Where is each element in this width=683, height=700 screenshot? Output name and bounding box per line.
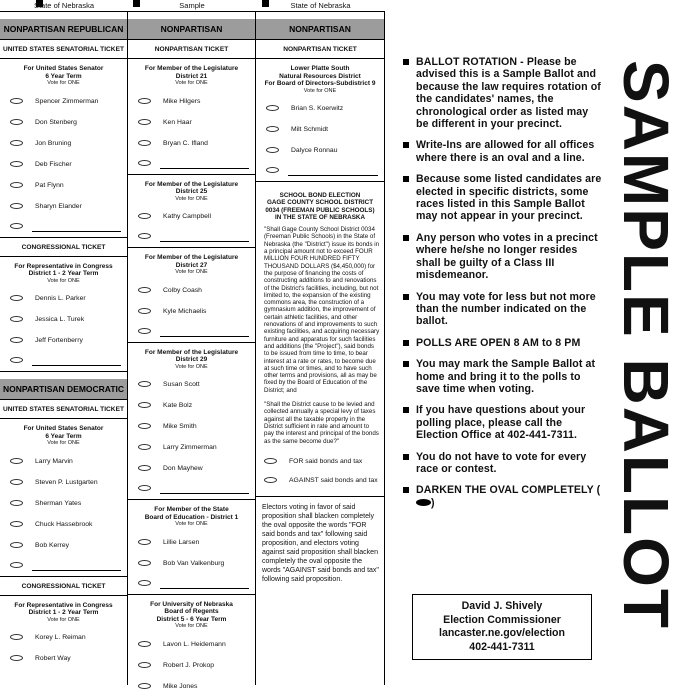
ballot-oval[interactable]: [138, 119, 151, 125]
candidate-option[interactable]: [130, 416, 253, 437]
write-in-line[interactable]: [160, 168, 249, 169]
candidate-name: Bob Van Valkenburg: [163, 559, 225, 567]
candidate-name: Brian S. Koerwitz: [291, 105, 344, 112]
ballot-oval[interactable]: [10, 316, 23, 322]
ballot-oval[interactable]: [10, 182, 23, 188]
race-term: Board of Regents: [164, 608, 219, 615]
write-in[interactable]: [130, 479, 253, 496]
filled-oval-icon: [416, 499, 431, 506]
ballot-oval[interactable]: [264, 458, 277, 464]
ballot-oval[interactable]: [138, 444, 151, 450]
write-in[interactable]: [130, 322, 253, 339]
contact-title: Election Commissioner: [443, 613, 561, 626]
bond-heading-line: 0034 (FREEMAN PUBLIC SCHOOLS): [265, 206, 375, 214]
candidate-option[interactable]: [2, 154, 125, 175]
contact-phone: 402-441-7311: [469, 640, 535, 653]
ballot-oval[interactable]: [264, 477, 277, 483]
candidate-option[interactable]: [2, 451, 125, 472]
bond-heading-line: IN THE STATE OF NEBRASKA: [274, 213, 366, 221]
bond-paragraph: "Shall the District cause to be levied and collected annually a special levy of taxes against all the taxable property in the District sufficient in rate and amount to pay the interest and principal of the bonds as the same become due?": [264, 401, 379, 445]
vote-for: Vote for ONE: [175, 363, 208, 370]
candidate-option[interactable]: [130, 634, 253, 655]
ballot-oval[interactable]: [138, 402, 151, 408]
ticket-header: CONGRESSIONAL TICKET: [0, 238, 127, 257]
ballot-oval[interactable]: [138, 381, 151, 387]
vote-for: Vote for ONE: [175, 269, 208, 275]
ballot-oval[interactable]: [138, 423, 151, 429]
ballot-oval[interactable]: [138, 465, 151, 471]
top-strip-label: State of Nebraska: [290, 1, 351, 10]
instruction-item: BALLOT ROTATION - Please be advised this is a Sample Ballot and because the law requires rotation of the candidates' names, the chronological order as listed may be different in your precinct.: [403, 56, 603, 130]
candidate-option[interactable]: [2, 514, 125, 535]
race-title: For United States Senator: [23, 425, 104, 432]
candidate-name: Chuck Hassebrook: [35, 520, 93, 528]
top-strip-label: State of Nebraska: [33, 1, 95, 10]
race-congress-dem: [0, 596, 127, 673]
vote-for: Vote for ONE: [303, 87, 337, 94]
race-title: For University of Nebraska: [150, 600, 233, 608]
write-in[interactable]: [2, 217, 125, 234]
ticket-header: NONPARTISAN TICKET: [256, 40, 384, 59]
ballot-oval[interactable]: [10, 337, 23, 343]
ballot-oval[interactable]: [138, 539, 151, 545]
write-in[interactable]: [2, 556, 125, 573]
vote-for: Vote for ONE: [47, 440, 80, 446]
ticket-header: NONPARTISAN TICKET: [128, 40, 255, 59]
candidate-option[interactable]: [130, 374, 253, 395]
ballot-oval[interactable]: [266, 147, 279, 153]
candidate-option[interactable]: [2, 627, 125, 648]
candidate-name: Deb Fischer: [35, 160, 72, 168]
ballot-oval[interactable]: [10, 562, 23, 568]
candidate-option[interactable]: [258, 140, 382, 161]
party-band: NONPARTISAN: [256, 19, 384, 40]
candidate-name: Steven P. Lustgarten: [35, 478, 98, 486]
race-title: For Member of the Legislature: [144, 254, 239, 261]
vote-for: Vote for ONE: [175, 623, 208, 629]
race-legislature-27: [128, 248, 255, 343]
race-term: District 1 - 2 Year Term: [28, 609, 99, 616]
bond-heading-line: SCHOOL BOND ELECTION: [279, 192, 361, 199]
darken-text-end: ): [431, 496, 435, 509]
bond-for-option[interactable]: [256, 452, 384, 471]
race-title: For Member of the Legislature: [144, 180, 239, 188]
top-strip: [0, 0, 385, 12]
instruction-item: You may vote for less but not more than the number indicated on the ballot.: [403, 291, 603, 328]
candidate-name: Jeff Fortenberry: [35, 337, 83, 344]
candidate-name: Jessica L. Turek: [35, 316, 85, 323]
candidate-name: Susan Scott: [163, 381, 200, 388]
vote-for: Vote for ONE: [175, 195, 208, 202]
candidate-name: Pat Flynn: [35, 181, 64, 189]
race-term: District 29: [175, 356, 208, 363]
ballot-oval[interactable]: [138, 98, 151, 104]
candidate-name: Milt Schmidt: [291, 126, 329, 133]
write-in-line[interactable]: [160, 493, 249, 494]
party-band: NONPARTISAN DEMOCRATIC: [0, 379, 127, 400]
ballot-oval[interactable]: [10, 98, 23, 104]
top-strip-label: Sample: [179, 1, 205, 10]
instruction-item: Write-Ins are allowed for all offices where there is an oval and a line.: [403, 139, 603, 164]
bond-proposition-text: [256, 223, 384, 445]
candidate-option[interactable]: [2, 175, 125, 196]
ballot-oval[interactable]: [138, 560, 151, 566]
race-title: For Representative in Congress: [14, 262, 113, 270]
candidate-name: Sherman Yates: [35, 499, 82, 507]
race-board-of-regents: [128, 595, 255, 700]
race-title: Lower Platte South: [290, 65, 350, 72]
candidate-name: Kate Bolz: [163, 402, 193, 409]
ticket-header: UNITED STATES SENATORIAL TICKET: [0, 400, 127, 419]
ballot-oval[interactable]: [266, 126, 279, 132]
ballot-oval[interactable]: [138, 662, 151, 668]
ballot-oval[interactable]: [10, 634, 23, 640]
candidate-option[interactable]: [130, 91, 253, 112]
race-term: District 21: [175, 72, 208, 80]
candidate-option[interactable]: [130, 676, 253, 697]
ballot-oval[interactable]: [10, 223, 23, 229]
race-term: District 1 - 2 Year Term: [28, 270, 99, 277]
sample-ballot-title-text: SAMPLE BALLOT: [610, 60, 682, 630]
ballot-oval[interactable]: [10, 203, 23, 209]
ballot-oval[interactable]: [10, 161, 23, 167]
race-title: For Representative in Congress: [14, 601, 113, 609]
ballot-oval[interactable]: [10, 479, 23, 485]
write-in-line[interactable]: [32, 231, 121, 232]
race-term: Natural Resources District: [279, 72, 361, 80]
contact-website: lancaster.ne.gov/election: [439, 627, 565, 639]
contact-name: David J. Shively: [461, 600, 543, 612]
candidate-option[interactable]: [2, 330, 125, 351]
ballot-oval[interactable]: [138, 308, 151, 314]
race-legislature-21: [128, 59, 255, 175]
candidate-name: Colby Coash: [163, 286, 202, 294]
candidate-option[interactable]: [258, 119, 382, 140]
candidate-option[interactable]: [130, 301, 253, 322]
race-title: For Member of the State: [154, 506, 229, 513]
write-in[interactable]: [130, 227, 253, 244]
ballot-column-3: [256, 12, 385, 685]
candidate-name: Korey L. Reiman: [35, 634, 86, 641]
write-in-line[interactable]: [160, 336, 249, 337]
instruction-item: Because some listed candidates are elected in specific districts, some races listed in this Sample Ballot may not appear in your precinct.: [403, 173, 603, 223]
write-in-line[interactable]: [160, 588, 249, 589]
bond-option-label: AGAINST said bonds and tax: [289, 476, 378, 484]
candidate-name: Don Mayhew: [163, 465, 203, 472]
ballot-oval[interactable]: [138, 233, 151, 239]
darken-text: DARKEN THE OVAL COMPLETELY (: [416, 484, 601, 497]
sample-ballot-title: [610, 0, 682, 685]
write-in[interactable]: [130, 574, 253, 591]
candidate-option[interactable]: [2, 309, 125, 330]
candidate-option[interactable]: [130, 655, 253, 676]
candidate-option[interactable]: [2, 112, 125, 133]
candidate-option[interactable]: [130, 553, 253, 574]
race-title: For Member of the Legislature: [144, 348, 239, 356]
candidate-name: Dalyce Ronnau: [291, 147, 338, 154]
race-term: District 5 - 6 Year Term: [156, 615, 227, 623]
ballot-oval[interactable]: [10, 542, 23, 548]
candidate-option[interactable]: [2, 648, 125, 669]
instructions-list: [403, 56, 603, 518]
race-term: District 25: [175, 188, 208, 195]
bond-paragraph: "Shall Gage County School District 0034 (Freeman Public Schools) in the State of Nebraska (the "District") issue its bonds in a principal amount not to exceed FOUR MILLION FOUR HUNDRED FIFTY THOUSAND DOLLARS ($4,450,000) for the purpose of financing the costs of constructing additions to and renovations of the District's facilities, including, but not limited to, the expansion of the existing commons area, the construction of a gymnasium addition, the improvement of certain athletic facilities, and other renovations of and improvements to such existing facilities, and acquiring necessary furniture and apparatus for such facilities and additions (the "Project"), said bonds to be issued from time to time, to bear interest at a rate or rates, to become due at such time or times, and to have such other terms and provisions, all as may be fixed by the Board of Education of the District; and: [264, 226, 380, 394]
candidate-name: Lillie Larsen: [163, 538, 200, 546]
ballot-oval[interactable]: [266, 105, 279, 111]
race-title: For Member of the Legislature: [144, 65, 239, 72]
write-in-line[interactable]: [32, 365, 121, 366]
ticket-header: CONGRESSIONAL TICKET: [0, 577, 127, 596]
vote-for: Vote for ONE: [47, 616, 80, 623]
ballot-column-1: [0, 12, 128, 685]
ballot-oval[interactable]: [138, 683, 151, 689]
candidate-name: Robert Way: [35, 655, 71, 662]
party-band: NONPARTISAN: [128, 19, 255, 40]
bond-against-option[interactable]: [256, 471, 384, 490]
race-legislature-25: [128, 175, 255, 249]
bond-heading-line: GAGE COUNTY SCHOOL DISTRICT: [266, 199, 374, 207]
candidate-option[interactable]: [2, 133, 125, 154]
ballot-column-2: [128, 12, 256, 690]
write-in-line[interactable]: [32, 570, 121, 571]
candidate-name: Dennis L. Parker: [35, 295, 86, 302]
ballot-oval[interactable]: [10, 521, 23, 527]
instruction-item-darken: [403, 484, 603, 509]
write-in-line[interactable]: [288, 175, 378, 176]
candidate-name: Mike Smith: [163, 423, 197, 430]
candidate-name: Ken Haar: [163, 118, 192, 126]
ballot-oval[interactable]: [138, 328, 151, 334]
candidate-name: Lavon L. Heidemann: [163, 640, 226, 648]
candidate-name: Kathy Campbell: [163, 213, 211, 220]
instruction-item: Any person who votes in a precinct where he/she no longer resides shall be guilty of a Class III misdemeanor.: [403, 232, 603, 282]
race-term: District 27: [175, 261, 208, 269]
candidate-option[interactable]: [2, 288, 125, 309]
race-us-senator-dem: [0, 419, 127, 577]
race-state-board-education: [128, 500, 255, 595]
bond-election-heading: [256, 182, 384, 223]
vote-for: Vote for ONE: [47, 277, 80, 284]
candidate-option[interactable]: [2, 472, 125, 493]
candidate-name: Bryan C. Ifland: [163, 139, 208, 147]
candidate-name: Mike Hilgers: [163, 97, 201, 105]
candidate-name: Sharyn Elander: [35, 202, 82, 210]
candidate-option[interactable]: [130, 458, 253, 479]
ballot-oval[interactable]: [138, 580, 151, 586]
candidate-name: Kyle Michaelis: [163, 307, 207, 315]
race-congress-rep: [0, 257, 127, 373]
election-commissioner-contact: [412, 594, 592, 660]
instruction-item: You may mark the Sample Ballot at home and bring it to the polls to save time when voting.: [403, 358, 603, 395]
vote-for: Vote for ONE: [175, 80, 208, 86]
race-term: 6 Year Term: [45, 432, 82, 440]
write-in[interactable]: [130, 154, 253, 171]
instruction-item: If you have questions about your polling place, please call the Election Office at 402-441-7311.: [403, 404, 603, 441]
race-legislature-29: [128, 343, 255, 501]
ballot-oval[interactable]: [138, 641, 151, 647]
candidate-option[interactable]: [2, 91, 125, 112]
candidate-option[interactable]: [258, 98, 382, 119]
race-term: 6 Year Term: [45, 72, 82, 80]
candidate-name: Bob Kerrey: [35, 541, 70, 549]
ballot-oval[interactable]: [10, 119, 23, 125]
candidate-name: Larry Marvin: [35, 457, 73, 465]
candidate-name: Mike Jones: [163, 682, 198, 690]
vote-for: Vote for ONE: [175, 521, 208, 527]
candidate-option[interactable]: [2, 493, 125, 514]
ballot-oval[interactable]: [10, 295, 23, 301]
bond-voting-instructions: Electors voting in favor of said proposition shall blacken completely the oval opposite the words "FOR said bonds and tax" following said proposition, and electors voting against said proposition shall blacken completely the oval opposite the words "AGAINST said bonds and tax" following said proposition.: [256, 496, 384, 584]
ballot-oval[interactable]: [138, 213, 151, 219]
ticket-header: UNITED STATES SENATORIAL TICKET: [0, 40, 127, 59]
ballot-oval[interactable]: [10, 655, 23, 661]
ballot-oval[interactable]: [10, 458, 23, 464]
vote-for: Vote for ONE: [47, 80, 80, 86]
instruction-item: POLLS ARE OPEN 8 AM to 8 PM: [403, 337, 603, 349]
race-term: Board of Education - District 1: [144, 513, 239, 521]
race-nrd-subdistrict-9: [256, 59, 384, 182]
candidate-option[interactable]: [2, 535, 125, 556]
write-in[interactable]: [258, 161, 382, 178]
candidate-option[interactable]: [130, 206, 253, 227]
candidate-option[interactable]: [130, 437, 253, 458]
bond-option-label: FOR said bonds and tax: [289, 457, 363, 465]
ballot-oval[interactable]: [10, 140, 23, 146]
party-band: NONPARTISAN REPUBLICAN: [0, 19, 127, 40]
candidate-option[interactable]: [130, 532, 253, 553]
write-in[interactable]: [2, 351, 125, 368]
candidate-option[interactable]: [2, 196, 125, 217]
race-title: For United States Senator: [23, 65, 104, 72]
candidate-name: Robert J. Prokop: [163, 661, 214, 669]
candidate-name: Don Stenberg: [35, 118, 77, 126]
candidate-name: Spencer Zimmerman: [35, 97, 99, 105]
race-us-senator-rep: [0, 59, 127, 238]
candidate-option[interactable]: [130, 112, 253, 133]
ballot-oval[interactable]: [138, 160, 151, 166]
ballot-oval[interactable]: [138, 287, 151, 293]
candidate-option[interactable]: [130, 395, 253, 416]
ballot-oval[interactable]: [10, 500, 23, 506]
candidate-option[interactable]: [130, 133, 253, 154]
ballot-oval[interactable]: [266, 167, 279, 173]
race-term: For Board of Directors-Subdistrict 9: [264, 80, 376, 87]
candidate-option[interactable]: [130, 280, 253, 301]
candidate-name: Jon Bruning: [35, 139, 72, 147]
candidate-name: Larry Zimmerman: [163, 444, 217, 451]
ballot-oval[interactable]: [138, 140, 151, 146]
ballot-oval[interactable]: [138, 485, 151, 491]
instruction-item: You do not have to vote for every race or contest.: [403, 451, 603, 476]
ballot-oval[interactable]: [10, 357, 23, 363]
write-in-line[interactable]: [160, 241, 249, 242]
